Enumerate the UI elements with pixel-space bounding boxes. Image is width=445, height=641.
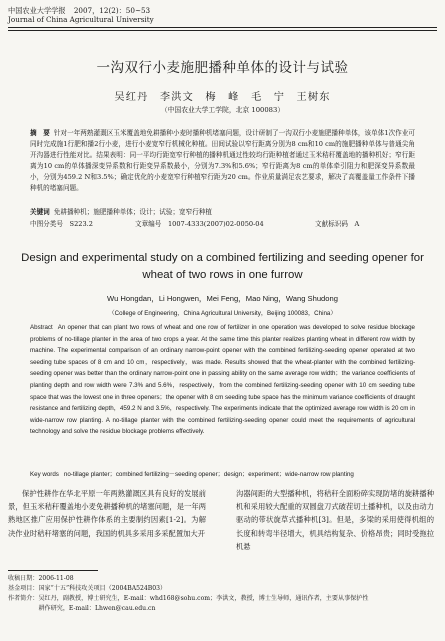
- abstract-cn: [30, 128, 415, 193]
- abstract-cn-label: 摘 要: [30, 129, 50, 137]
- authors-cn: 吴红丹 李洪文 梅 峰 毛 宁 王树东: [114, 92, 331, 103]
- paper-title-en: Design and experimental study on a combined fertilizing and seeding opener for wheat of two rows in one furrow: [21, 252, 424, 281]
- abstract-en-text: An opener that can plant two rows of wheat and one row of fertilizer in one operation was developed to solve residue blockage problems of no-tillage planter in the area of two crops a year. At the same time this planter realizes planting wheat in different row width by machine. The experimental comparison of an ordinary narrow-point opener with the combined fertilizing-seeding opener operated at two seeding tube spaces of 8 cm and 10 cm，respectively，was made. Results showed that the wheat-planter with the combined fertilizing-seeding opener was better than the ordinary narrow-point one in passing ability on the same average row width；the variance coefficients of planting depth and row width were 7.3% and 5.6%，respectively，from the combined fertilizing-seeding opener with 10 cm seeding tube space that was the lowest one in three openers；the opener with 8 cm seeding tube space has the minimum variance coefficients of draught resistance and fertilizing depth，459.2 N and 3.5%，respectively. The experiments indicate that the optimized average row width is 20 cm in wide-narrow row planting. A no-tillage planter with the combined fertilizing-seeding opener could meet the requirements of agricultural technology and solve the residue blockage problems effectively.: [30, 324, 415, 436]
- affiliation-cn: （中国农业大学工学院，北京 100083）: [160, 106, 285, 114]
- header-rule-thick: [8, 27, 437, 28]
- footnote-author-bio: 作者简介：吴红丹，副教授，博士研究生，E-mail：whd168@sohu.com；李洪文，教授，博士生导师，通讯作者，主要从事保护性: [8, 595, 369, 602]
- abstract-en: [30, 322, 415, 438]
- footnote-received: 收稿日期：2006-11-08: [8, 575, 74, 582]
- keywords-cn: [30, 207, 415, 218]
- header-rule-thin: [8, 30, 437, 31]
- abstract-en-label: Abstract: [30, 324, 53, 331]
- paper-title-cn: 一沟双行小麦施肥播种单体的设计与试验: [96, 60, 349, 76]
- doc-code: 文献标识码 A: [315, 220, 360, 228]
- abstract-cn-text: 针对一年两熟灌溉区玉米覆盖地免耕播种小麦时播种机堵塞问题，设计研制了一沟双行小麦施肥播种单体，该单体1次作业可同时完成施1行肥和播2行小麦，进行小麦宽窄行机械化种植。田间试验以窄行距离分别为8 cm和10 cm的施肥播种单体与普通尖角开沟器进行性能对比。结果表明：同一平均行距宽窄行种植的播种机通过性较均行距种植者通过玉米秸秆覆盖地的播种机好；窄行距离为10 cm的单体播深变异系数和行距变异系数最小，分别为7.3%和5.6%；窄行距离为8 cm的单体牵引阻力和肥深变异系数最小，分别为459.2 N和3.5%；确定优化的小麦宽窄行种植窄行距为20 cm。作业质量满足农艺要求，解决了高覆盖量工作条件下播种机的堵塞问题。: [30, 129, 416, 192]
- body-column-left: 保护性耕作在华北平原一年两熟灌溉区具有良好的发展前景，但玉米秸秆覆盖地小麦免耕播种机的堵塞问题，是一年两熟地区推广应用保护性耕作体系的主要制约因素[1-2]。为解决作业时秸秆堵塞的问题，我国的机具多采用多采配置加大开: [8, 489, 206, 538]
- footnotes: [8, 574, 437, 614]
- clc-number: 中图分类号 S223.2: [30, 220, 93, 228]
- article-code: 文章编号 1007-4333(2007)02-0050-04: [135, 220, 264, 228]
- keywords-en: [30, 470, 415, 480]
- footnote-author-bio-cont: 耕作研究，E-mail：Lhwen@cau.edu.cn: [8, 605, 156, 612]
- keywords-cn-text: 免耕播种机；施肥播种单体；设计；试验；宽窄行种植: [53, 208, 213, 216]
- keywords-en-text: no-tillage planter；combined fertilizing－seeding opener；design；experiment；wide-narrow row planting: [63, 471, 354, 478]
- journal-name-cn: 中国农业大学学报: [8, 6, 66, 15]
- footnote-funding: 基金项目：国家“十五”科技攻关项目（2004BA524B03）: [8, 585, 167, 592]
- journal-header: [8, 6, 154, 24]
- affiliation-en: （College of Engineering，China Agricultural University，Beijing 100083，China）: [108, 310, 337, 317]
- footnote-rule: [8, 570, 98, 571]
- body-column-right: 沟器间距的大型播种机，将秸秆全面粉碎实现防堵的旋耕播种机和采用较大配重的双圆盘刀式破茬切土播种机，以及由动力驱动的带状旋草式播种机[3]。但是，多梁的采用使得机组的长度和转弯半径增大，机具结构复杂、价格昂贵；同时受拖拉机悬: [236, 489, 434, 551]
- classification-line: [30, 219, 415, 230]
- keywords-cn-label: 关键词: [30, 208, 50, 216]
- authors-en: Wu Hongdan，Li Hongwen，Mei Feng，Mao Ning，Wang Shudong: [107, 294, 338, 303]
- issue-date: 2007，12(2)：50~53: [73, 6, 151, 15]
- keywords-en-label: Key words: [30, 471, 59, 478]
- journal-name-en: Journal of China Agricultural University: [8, 15, 154, 24]
